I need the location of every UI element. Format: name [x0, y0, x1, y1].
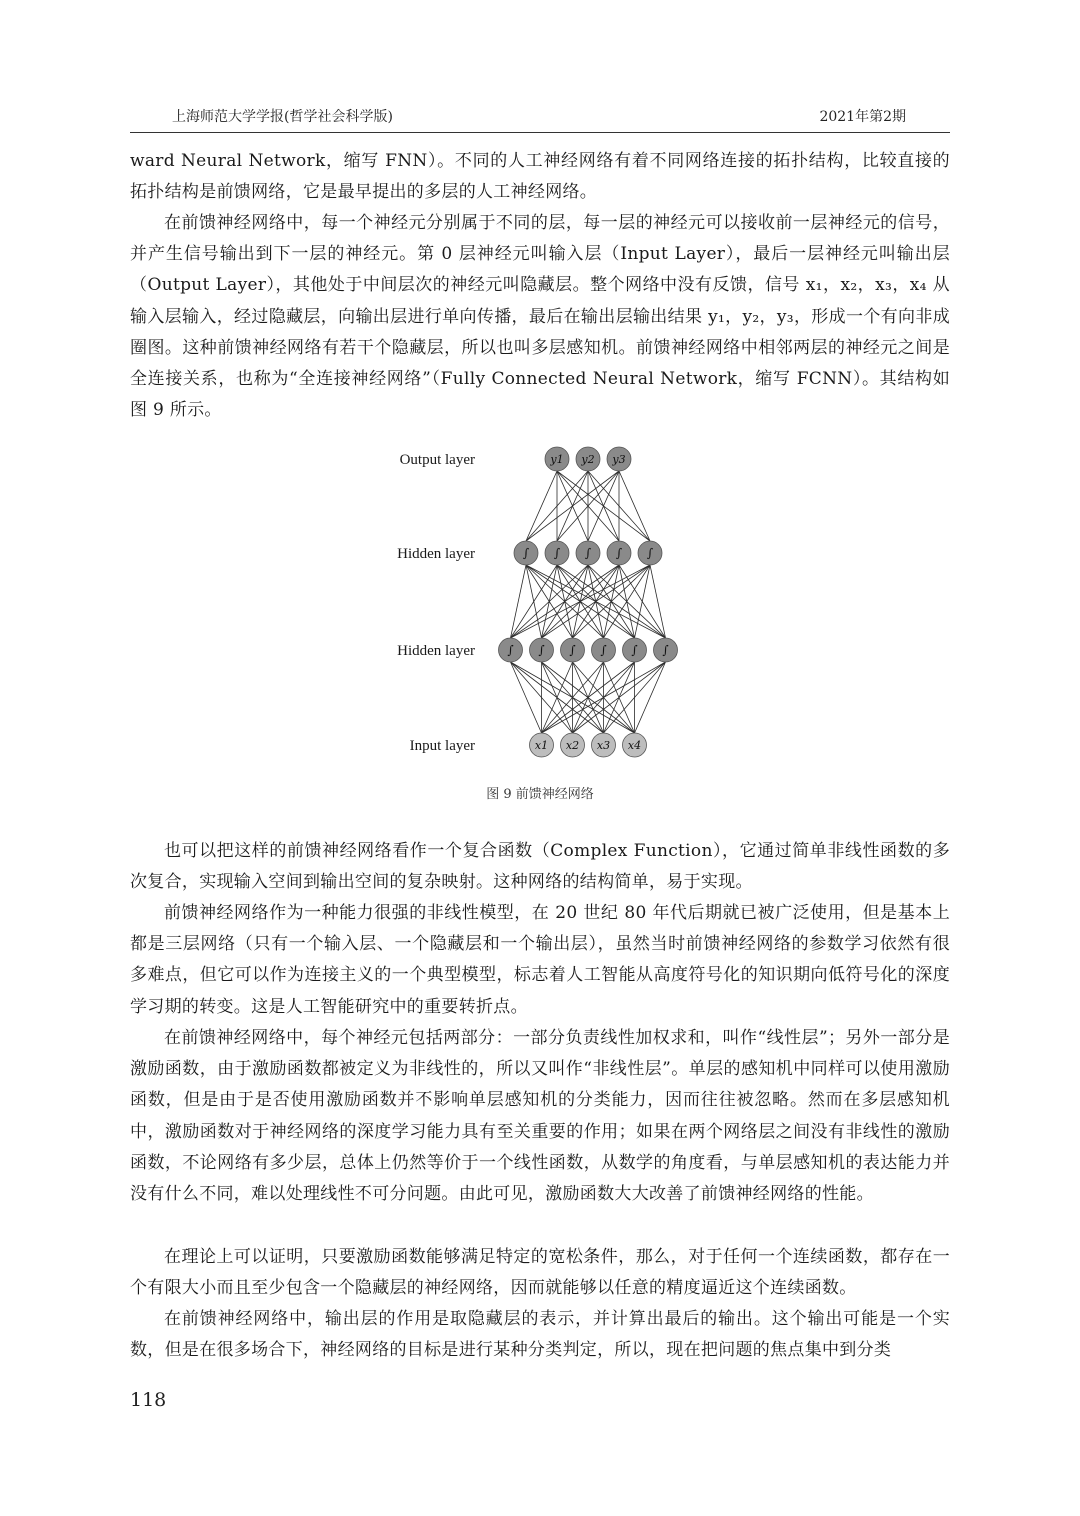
output-neuron — [576, 447, 600, 471]
layer-label: Hidden layer — [397, 643, 475, 659]
paragraph-7: 在前馈神经网络中，输出层的作用是取隐藏层的表示，并计算出最后的输出。这个输出可能是一个实数，但是在很多场合下，神经网络的目标是进行某种分类判定，所以，现在把问题的焦点集中到分类 — [130, 1309, 950, 1361]
neuron-label: ∫ — [569, 643, 576, 657]
layer-label: Input layer — [409, 738, 475, 754]
neuron-label: ∫ — [522, 546, 530, 560]
paragraph-1: ward Neural Network，缩写 FNN）。不同的人工神经网络有着不同网络连接的拓扑结构，比较直接的拓扑结构是前馈网络，它是最早提出的多层的人工神经网络。 — [130, 151, 950, 203]
hidden-neuron — [654, 638, 678, 662]
neuron-label: ∫ — [507, 643, 514, 657]
connection-edge — [619, 471, 650, 541]
header-rule — [130, 132, 950, 133]
connection-edge — [526, 471, 557, 541]
connection-edge — [542, 565, 651, 638]
hidden-neuron — [638, 541, 662, 565]
connection-edge — [573, 662, 666, 733]
network-diagram — [375, 435, 705, 775]
input-neuron — [623, 733, 647, 757]
neural-network-figure — [375, 435, 705, 775]
hidden-neuron — [499, 638, 523, 662]
connection-edge — [511, 565, 651, 638]
paragraph-3: 也可以把这样的前馈神经网络看作一个复合函数（Complex Function），它通过简单非线性函数的多次复合，实现输入空间到输出空间的复杂映射。这种网络的结构简单，易于实现。 — [130, 841, 950, 893]
connection-edge — [526, 471, 619, 541]
neuron-label: ∫ — [584, 546, 592, 560]
connection-edge — [635, 565, 651, 638]
connection-edge — [511, 565, 558, 638]
layer-label: Output layer — [399, 452, 475, 468]
hidden-neuron — [545, 541, 569, 565]
hidden-neuron — [514, 541, 538, 565]
layer-label: Hidden layer — [397, 546, 475, 562]
neuron-label: x2 — [565, 739, 580, 752]
paragraph-4: 前馈神经网络作为一种能力很强的非线性模型，在 20 世纪 80 年代后期就已被广泛使用，但是基本上都是三层网络（只有一个输入层、一个隐藏层和一个输出层），虽然当时前馈神经网络的参数学习依然有很多难点，但它可以作为连接主义的一个典型模型，标志着人工智能从高度符号化的知识期向低符号化的深度学习期的转变。这是人工智能研究中的重要转折点。 — [130, 903, 950, 1017]
neuron-label: y1 — [550, 453, 564, 466]
neuron-label: ∫ — [600, 643, 607, 657]
connection-edge — [511, 565, 620, 638]
hidden-neuron — [623, 638, 647, 662]
hidden-neuron — [607, 541, 631, 565]
neuron-label: y2 — [581, 453, 595, 466]
page-number: 118 — [130, 1389, 167, 1411]
neuron-label: ∫ — [662, 643, 669, 657]
neuron-label: x1 — [534, 739, 549, 752]
connection-edge — [573, 565, 651, 638]
running-header — [130, 104, 950, 130]
connection-edge — [511, 565, 589, 638]
neuron-label: y3 — [612, 453, 626, 466]
neuron-label: ∫ — [538, 643, 545, 657]
input-neuron — [592, 733, 616, 757]
connection-edge — [635, 662, 666, 733]
layer-labels — [397, 452, 475, 754]
hidden-neuron — [530, 638, 554, 662]
paragraph-5: 在前馈神经网络中，每个神经元包括两部分：一部分负责线性加权求和，叫作“线性层”；另外一部分是激励函数，由于激励函数都被定义为非线性的，所以又叫作“非线性层”。单层的感知机中同样可以使用激励函数，但是由于是否使用激励函数并不影响单层感知机的分类能力，因而往往被忽略。然而在多层感知机中，激励函数对于神经网络的深度学习能力具有至关重要的作用；如果在两个网络层之间没有非线性的激励函数，不论网络有多少层，总体上仍然等价于一个线性函数，从数学的角度看，与单层感知机的表达能力并没有什么不同，难以处理线性不可分问题。由此可见，激励函数大大改善了前馈神经网络的性能。 — [130, 1028, 950, 1205]
neuron-label: x4 — [627, 739, 642, 752]
journal-title: 上海师范大学学报(哲学社会科学版) — [172, 109, 393, 125]
neuron-label: ∫ — [631, 643, 638, 657]
hidden-neuron — [576, 541, 600, 565]
output-neuron — [545, 447, 569, 471]
hidden-neuron — [592, 638, 616, 662]
paragraph-6: 在理论上可以证明，只要激励函数能够满足特定的宽松条件，那么，对于任何一个连续函数，都存在一个有限大小而且至少包含一个隐藏层的神经网络，因而就能够以任意的精度逼近这个连续函数。 — [130, 1247, 950, 1299]
connection-edge — [604, 565, 651, 638]
figure-caption: 图 9 前馈神经网络 — [486, 787, 594, 802]
neuron-label: ∫ — [553, 546, 561, 560]
paragraph-2: 在前馈神经网络中，每一个神经元分别属于不同的层，每一层的神经元可以接收前一层神经元的信号，并产生信号输出到下一层的神经元。第 0 层神经元叫输入层（Input Layer），最后一层神经元叫输出层（Output Layer），其他处于中间层次的神经元叫隐藏层。整个网络中没有反馈，信号 x₁，x₂，x₃，x₄ 从输入层输入，经过隐藏层，向输出层进行单向传播，最后在输出层输出结果 y₁，y₂，y₃，形成一个有向非成圈图。这种前馈神经网络有若干个隐藏层，所以也叫多层感知机。前馈神经网络中相邻两层的神经元之间是全连接关系，也称为“全连接神经网络”（Fully Connected Neural Network，缩写 FCNN）。其结构如图 9 所示。 — [130, 213, 950, 421]
hidden-neuron — [561, 638, 585, 662]
connection-edge — [511, 662, 542, 733]
neuron-label: x3 — [596, 739, 611, 752]
connection-edge — [650, 565, 666, 638]
neuron-label: ∫ — [615, 546, 623, 560]
connection-edge — [511, 565, 527, 638]
input-neuron — [561, 733, 585, 757]
input-neuron — [530, 733, 554, 757]
connection-edges — [511, 471, 666, 733]
neuron-label: ∫ — [646, 546, 654, 560]
output-neuron — [607, 447, 631, 471]
issue-label: 2021年第2期 — [819, 109, 906, 125]
